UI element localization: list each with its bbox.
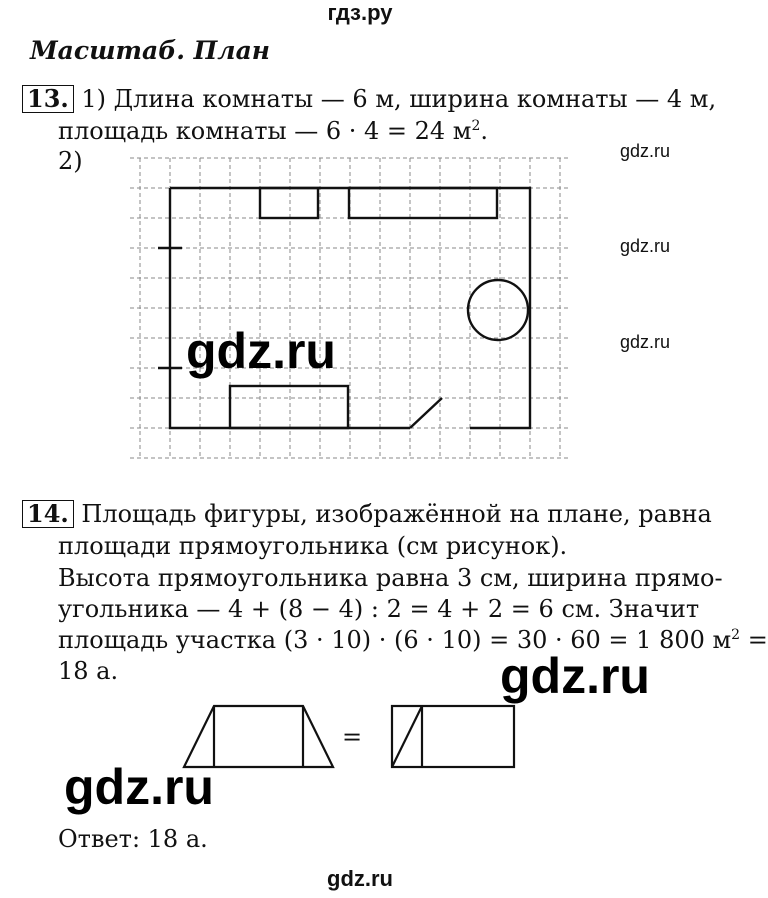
watermark-big-1: gdz.ru bbox=[186, 323, 336, 379]
task-14-text-2: площади прямоугольника (см рисунок). bbox=[58, 532, 568, 560]
task-14-text-4: угольника — 4 + (8 − 4) : 2 = 4 + 2 = 6 см. Значит bbox=[58, 595, 700, 623]
task-13-sup: 2 bbox=[471, 118, 481, 134]
section-title: Масштаб. План bbox=[30, 36, 271, 65]
rectangle-diagonal bbox=[392, 706, 422, 767]
watermark-big-3: gdz.ru bbox=[64, 759, 214, 815]
task-13-part-2-label: 2) bbox=[58, 147, 83, 175]
watermark-small-3: gdz.ru bbox=[620, 332, 671, 352]
task-14-text-1: Площадь фигуры, изображённой на плане, равна bbox=[81, 500, 712, 528]
task-14-text-5-suffix: = bbox=[740, 626, 768, 654]
task-14-text-3: Высота прямоугольника равна 3 см, ширина прямо- bbox=[58, 564, 723, 592]
task-13-number: 13. bbox=[22, 85, 74, 113]
watermark-small-1: gdz.ru bbox=[620, 141, 671, 161]
task-13-text-1: 1) Длина комнаты — 6 м, ширина комнаты — 4 м, bbox=[81, 85, 717, 113]
equals-sign: = bbox=[342, 723, 363, 751]
footer-watermark: gdz.ru bbox=[327, 866, 393, 891]
task-13-text-2: площадь комнаты — 6 · 4 = 24 м bbox=[58, 117, 472, 145]
site-header: гдз.ру bbox=[327, 0, 393, 25]
task-14-number: 14. bbox=[22, 500, 74, 528]
task-13-text-2-suffix: . bbox=[480, 117, 489, 145]
task-14-answer: Ответ: 18 а. bbox=[58, 825, 208, 853]
watermark-small-2: gdz.ru bbox=[620, 236, 671, 256]
rectangle-figure bbox=[392, 706, 514, 767]
task-14-text-6: 18 а. bbox=[58, 657, 119, 685]
task-14-text-5: площадь участка (3 · 10) · (6 · 10) = 30 · 60 = 1 800 м bbox=[58, 626, 732, 654]
task-14-sup: 2 bbox=[731, 627, 741, 643]
watermark-big-2: gdz.ru bbox=[500, 648, 650, 704]
